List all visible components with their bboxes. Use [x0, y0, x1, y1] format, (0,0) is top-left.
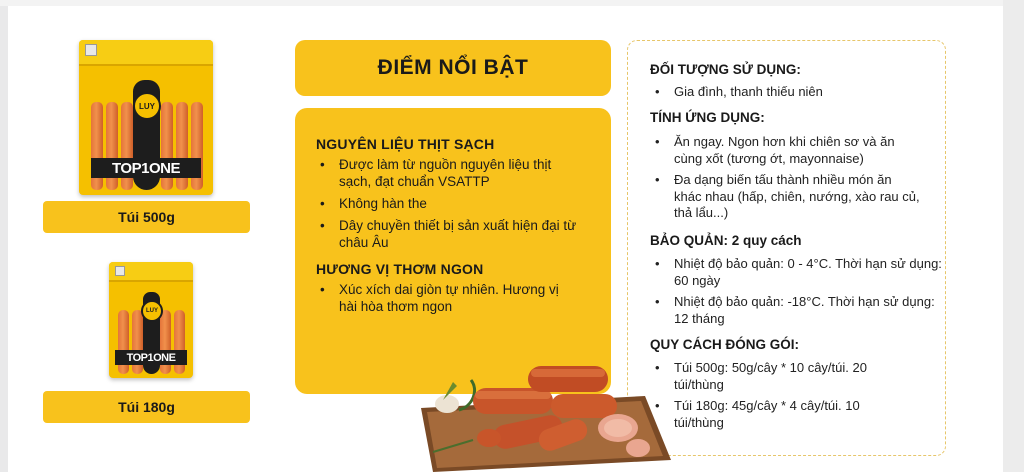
- sausage: [551, 394, 617, 418]
- brand-name: TOP1ONE: [91, 158, 201, 178]
- section-title-storage: BẢO QUẢN: 2 quy cách: [650, 233, 802, 248]
- list-item: • Xúc xích dai giòn tự nhiên. Hương vị hài hòa thơm ngon: [315, 281, 565, 315]
- section-title-packaging: QUY CÁCH ĐÓNG GÓI:: [650, 337, 800, 352]
- sausage-dish-image: [413, 360, 675, 472]
- size-label-500g: Túi 500g: [43, 201, 250, 233]
- list-item: • Không hàn the: [315, 195, 585, 212]
- flavor-list: [315, 281, 565, 320]
- highlight-heading: [295, 40, 611, 96]
- garlic: [435, 395, 459, 413]
- size-label-180g: Túi 180g: [43, 391, 250, 423]
- section-title-ingredients: NGUYÊN LIỆU THỊT SẠCH: [316, 136, 495, 152]
- brand-logo: LUY: [141, 300, 163, 322]
- list-item: • Ăn ngay. Ngon hơn khi chiên sơ và ăn cùng xốt (tương ớt, mayonnaise): [650, 134, 920, 167]
- brand-logo: LUY: [133, 92, 161, 120]
- list-item: • Đa dạng biến tấu thành nhiều món ăn khác nhau (hấp, chiên, nướng, xào rau củ, thả lẩu...): [650, 172, 920, 222]
- ingredients-list: [315, 156, 585, 256]
- list-item: • Nhiệt độ bảo quản: 0 - 4°C. Thời hạn sử dụng: 60 ngày: [650, 256, 942, 289]
- list-item: • Dây chuyền thiết bị sản xuất hiện đại từ châu Âu: [315, 217, 585, 251]
- pack-top-flap: [79, 40, 213, 66]
- target-list: [650, 84, 935, 106]
- highlight-title: ĐIỂM NỔI BẬT: [377, 56, 529, 79]
- pack-badge: [115, 266, 125, 276]
- usage-list: [650, 134, 920, 227]
- list-item: • Túi 500g: 50g/cây * 10 cây/túi. 20 túi/thùng: [650, 360, 912, 393]
- section-title-flavor: HƯƠNG VỊ THƠM NGON: [316, 261, 484, 277]
- section-title-target: ĐỐI TƯỢNG SỬ DỤNG:: [650, 62, 801, 77]
- pack-badge: [85, 44, 97, 56]
- section-title-usage: TÍNH ỨNG DỤNG:: [650, 110, 765, 125]
- list-item: • Túi 180g: 45g/cây * 4 cây/túi. 10 túi/thùng: [650, 398, 912, 431]
- list-item: • Gia đình, thanh thiếu niên: [650, 84, 935, 101]
- right-margin: [1003, 0, 1024, 472]
- brand-name: TOP1ONE: [115, 350, 187, 365]
- product-pack-500g: [79, 40, 213, 195]
- list-item: • Được làm từ nguồn nguyên liệu thịt sạch, đạt chuẩn VSATTP: [315, 156, 585, 190]
- product-pack-180g: [109, 262, 193, 378]
- list-item: • Nhiệt độ bảo quản: -18°C. Thời hạn sử dụng: 12 tháng: [650, 294, 942, 327]
- storage-list: [650, 256, 942, 332]
- packaging-list: [650, 360, 912, 436]
